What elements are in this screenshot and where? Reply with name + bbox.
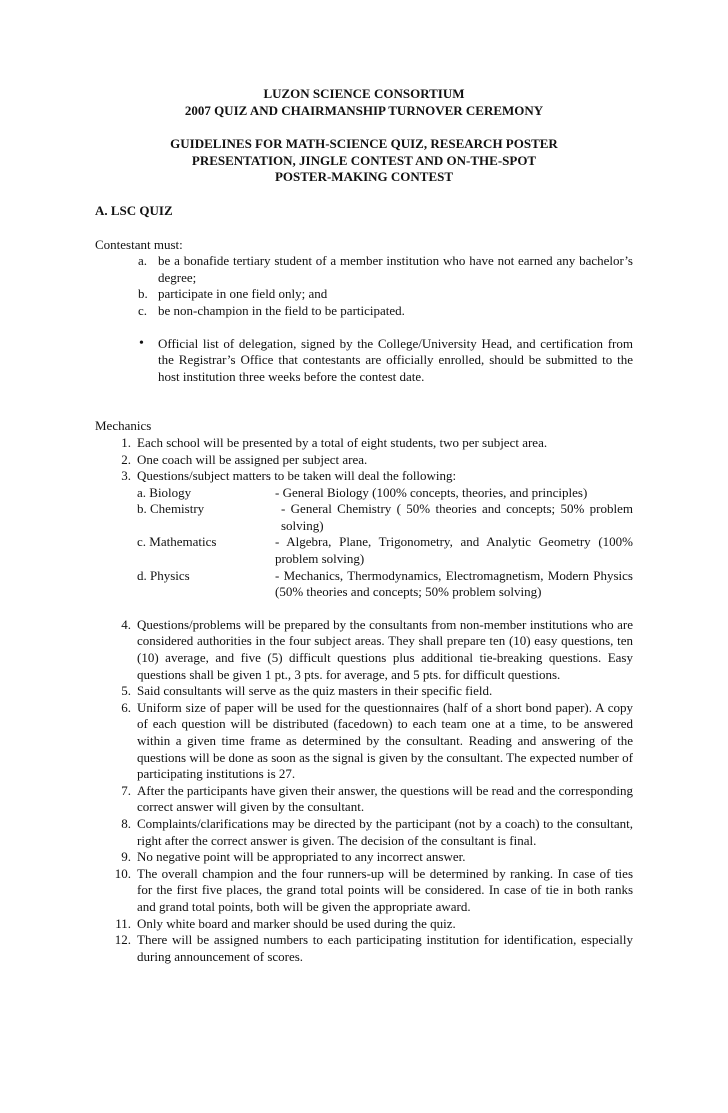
guidelines-title-3: POSTER-MAKING CONTEST bbox=[274, 169, 454, 185]
mechanics-item bbox=[95, 683, 633, 700]
item-number: 9. bbox=[121, 849, 131, 865]
item-text: One coach will be assigned per subject area. bbox=[137, 451, 368, 467]
requirement-text: participate in one field only; and bbox=[158, 286, 328, 302]
item-text: Only white board and marker should be used during the quiz. bbox=[137, 915, 456, 931]
document-page bbox=[95, 86, 633, 965]
requirement-marker: c. bbox=[138, 302, 148, 318]
mechanics-item bbox=[95, 468, 633, 617]
requirement-text: be a bonafide tertiary student of a member institution who have not earned any bachelor’s degree; bbox=[158, 253, 633, 285]
requirement-marker: b. bbox=[138, 286, 148, 302]
requirement-item bbox=[95, 286, 633, 303]
mechanics-item bbox=[95, 700, 633, 783]
item-text: Said consultants will serve as the quiz masters in their specific field. bbox=[137, 683, 493, 699]
item-number: 4. bbox=[121, 616, 131, 632]
section-a-heading: A. LSC QUIZ bbox=[95, 202, 173, 218]
requirement-item bbox=[95, 303, 633, 320]
item-number: 5. bbox=[121, 683, 131, 699]
mechanics-list bbox=[95, 435, 633, 965]
mechanics-item bbox=[95, 783, 633, 816]
item-number: 8. bbox=[121, 815, 131, 831]
item-text: Questions/problems will be prepared by the consultants from non-member institutions who are considered authorities in the four subject areas. They shall prepare ten (10) easy questions, ten (10) average, and five (5) difficult questions plus additional tie-breaking questions. Easy questions shall be given 1 pt., 3 pts. for average, and 5 pts. for difficult questions. bbox=[137, 616, 633, 682]
item-number: 7. bbox=[121, 782, 131, 798]
item-number: 6. bbox=[121, 699, 131, 715]
ceremony-title: 2007 QUIZ AND CHAIRMANSHIP TURNOVER CEREMONY bbox=[184, 102, 544, 118]
delegation-bullet bbox=[95, 336, 633, 386]
subject-name: c. Mathematics bbox=[137, 534, 217, 550]
item-number: 12. bbox=[114, 932, 131, 948]
bullet-icon: • bbox=[139, 335, 144, 351]
item-text: Complaints/clarifications may be directed by the participant (not by a coach) to the consultant, right after the correct answer is given. The decision of the consultant is final. bbox=[137, 815, 633, 848]
consortium-title: LUZON SCIENCE CONSORTIUM bbox=[263, 86, 465, 101]
mechanics-item bbox=[95, 866, 633, 916]
item-text: There will be assigned numbers to each participating institution for identification, especially during announcement of scores. bbox=[137, 932, 633, 964]
mechanics-item bbox=[95, 916, 633, 933]
mechanics-heading: Mechanics bbox=[95, 418, 152, 434]
mechanics-item bbox=[95, 435, 633, 452]
item-number: 3. bbox=[121, 468, 131, 484]
item-number: 2. bbox=[121, 451, 131, 467]
item-number: 11. bbox=[115, 915, 131, 931]
requirement-marker: a. bbox=[138, 253, 148, 269]
delegation-text: Official list of delegation, signed by the College/University Head, and certification from the Registrar’s Office that contestants are officially enrolled, should be submitted to the host institution three weeks before the contest date. bbox=[158, 335, 633, 384]
requirement-text: be non-champion in the field to be participated. bbox=[158, 302, 405, 318]
mechanics-item bbox=[95, 849, 633, 866]
item-text: Questions/subject matters to be taken will deal the following: bbox=[137, 468, 457, 484]
item-text: After the participants have given their answer, the questions will be read and the corresponding correct answer will given by the consultant. bbox=[137, 782, 633, 815]
item-number: 10. bbox=[114, 865, 131, 881]
subject-desc: - General Biology (100% concepts, theories, and principles) bbox=[275, 484, 588, 500]
item-number: 1. bbox=[121, 434, 131, 450]
mechanics-item bbox=[95, 816, 633, 849]
requirements-list bbox=[95, 253, 633, 319]
item-text: Each school will be presented by a total of eight students, two per subject area. bbox=[137, 434, 548, 450]
subject-name: d. Physics bbox=[137, 567, 190, 583]
mechanics-item bbox=[95, 617, 633, 683]
subject-desc: - Algebra, Plane, Trigonometry, and Analytic Geometry (100% problem solving) bbox=[275, 534, 633, 567]
subject-desc: - General Chemistry ( 50% theories and concepts; 50% problem solving) bbox=[281, 501, 633, 533]
guidelines-title-1: GUIDELINES FOR MATH-SCIENCE QUIZ, RESEARCH POSTER bbox=[170, 136, 558, 152]
item-text: The overall champion and the four runners-up will be determined by ranking. In case of ties for the first five places, the grand total points will be considered. In case of tie in both ranks and grand total points, both will be given the appropriate award. bbox=[137, 865, 633, 914]
mechanics-item bbox=[95, 932, 633, 965]
subject-name: b. Chemistry bbox=[137, 501, 205, 517]
guidelines-title-2: PRESENTATION, JINGLE CONTEST AND ON-THE-SPOT bbox=[191, 152, 537, 168]
subject-table bbox=[137, 485, 633, 601]
subject-name: a. Biology bbox=[137, 484, 192, 500]
mechanics-item bbox=[95, 452, 633, 469]
requirement-item bbox=[95, 253, 633, 286]
item-text: Uniform size of paper will be used for the questionnaires (half of a short bond paper). A copy of each question will be distributed (facedown) to each team one at a time, to be answered within a given time frame as determined by the consultant. Reading and answering of the questions will be done as soon as the signal is given by the consultant. The expected number of participating institutions is 27. bbox=[137, 699, 633, 782]
subject-desc: - Mechanics, Thermodynamics, Electromagnetism, Modern Physics (50% theories and concepts; 50% problem solving) bbox=[275, 567, 633, 600]
item-text: No negative point will be appropriated to any incorrect answer. bbox=[137, 849, 466, 865]
contestant-intro: Contestant must: bbox=[95, 236, 183, 252]
